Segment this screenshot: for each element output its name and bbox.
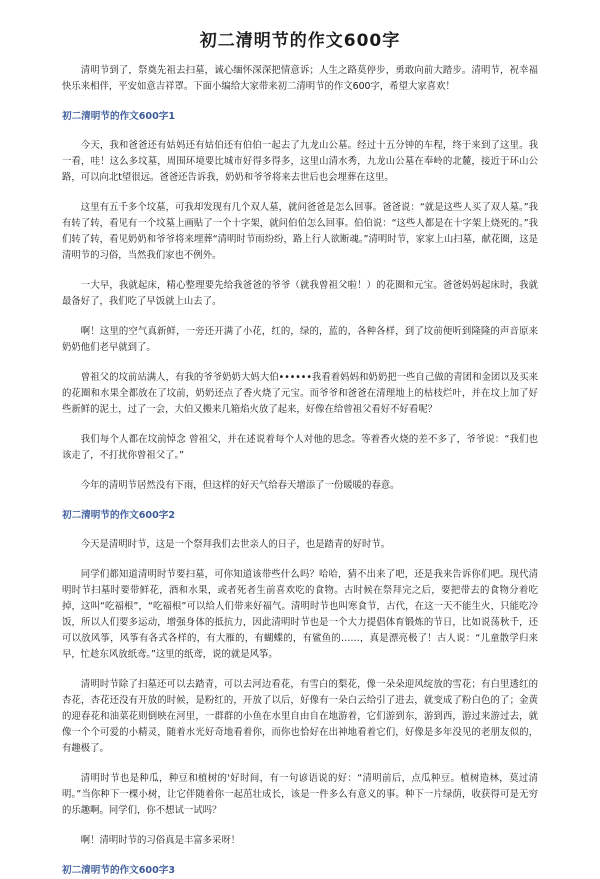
paragraph: 啊！清明时节的习俗真是丰富多采呀！ bbox=[80, 835, 241, 846]
paragraph: 我们每个人都在坟前悼念 曾祖父，并在述说着每个人对他的思念。等着香火烧的差不多了，爷爷说：“我们也该走了，不打扰你曾祖父了。” bbox=[62, 434, 538, 461]
paragraph: 清明时节也是种瓜，种豆和植树的'好时间，有一句谚语说的好：“清明前后，点瓜种豆。植树造林，莫过清明。”当你种下一棵小树，让它伴随着你一起茁壮成长，该是一件多么有意义的事。种下一片绿荫，收获得可是无穷的乐趣啊。同学们，你不想试一试吗？ bbox=[62, 773, 538, 816]
paragraph: 今天是清明时节，这是一个祭拜我们去世亲人的日子，也是踏青的好时节。 bbox=[80, 539, 391, 550]
paragraph: 这里有五千多个坟墓，可我却发现有几个双人墓，就问爸爸是怎么回事。爸爸说：“就是这些人买了双人墓。”我有转了转，看见有一个坟墓上画贴了一个十字架，就问伯伯怎么回事。伯伯说：“这些人都是在十字架上烧死的。”我们转了转，看见奶奶和爷爷将来埋葬“清明时节雨纷纷，路上行人欲断魂。”清明时节，家家上山扫墓，献花圈，这是清明节的习俗，当然我们家也不例外。 bbox=[62, 202, 538, 261]
paragraph: 曾祖父的坟前站满人，有我的爷爷奶奶大妈大伯••••••我看着妈妈和奶奶把一些自己做的青团和金团以及买来的花圈和水果全都放在了坟前，奶奶还点了香火烧了元宝。而爷爷和爸爸在清理地上的枯枝烂叶，并在坟上加了好些新鲜的泥土，过了一会，大伯又搬来几箱焰火放了起来，好像在给曾祖父看好不好看呢？ bbox=[62, 372, 538, 415]
paragraph: 今天，我和爸爸还有姑妈还有姑伯还有伯伯一起去了九龙山公墓。经过十五分钟的车程，终于来到了这里。我一看，哇！这么多坟墓，周围环境要比城市好得多得多，这里山清水秀，九龙山公墓在奉岭的北麓，接近于环山公路，可以向北t望很远。爸爸还告诉我，奶奶和爷爷将来去世后也会埋葬在这里。 bbox=[62, 140, 538, 183]
paragraph: 清明节到了，祭奠先祖去扫墓，诚心缅怀深深把情意诉；人生之路莫停步，勇敢向前大踏步。清明节，祝幸福快乐来相伴，平安如意吉祥罩。下面小编给大家带来初二清明节的作文600字，希望大家喜欢！ bbox=[62, 65, 538, 92]
document-body bbox=[62, 63, 538, 879]
section-heading: 初二清明节的作文600字2 bbox=[62, 510, 176, 521]
paragraph: 啊！这里的空气真新鲜，一旁还开满了小花，红的，绿的，蓝的，各种各样，到了坟前便听到隆隆的声音原来奶奶他们老早就到了。 bbox=[62, 326, 538, 353]
section-heading: 初二清明节的作文600字1 bbox=[62, 111, 176, 122]
paragraph: 同学们都知道清明时节要扫墓，可你知道该带些什么吗？哈哈，猜不出来了吧，还是我来告诉你们吧。现代清明时节扫墓时要带鲜花，酒和水果，或者死者生前喜欢吃的食物。古时候在祭拜完之后，要把带去的食物分着吃掉，这叫“吃福根”，“吃福根”可以给人们带来好福气。清明时节也叫寒食节，古代，在这一天不能生火，只能吃冷饭，所以人们要多运动，增强身体的抵抗力，因此清明时节也是一个大力提倡体育锻炼的节日，比如说荡秋千，还可以放风筝，风筝有各式各样的，有大雁的，有蝴蝶的，有鲨鱼的……，真是漂亮极了！古人说：“儿童散学归来早，忙趁东风放纸鸢。”这里的纸鸢，说的就是风筝。 bbox=[62, 569, 538, 660]
paragraph: 清明时节除了扫墓还可以去踏青，可以去河边看花，有雪白的梨花，像一朵朵迎风绽放的雪花；有白里透红的杏花，杏花还没有开放的时候，是粉红的，开放了以后，好像有一朵白云给引了进去，就变成了粉白色的了；金黄的迎春花和油菜花则倒映在河里，一群群的小鱼在水里自由自在地游着，它们游到东，游到西，游过来游过去，就像一个个可爱的小精灵，随着水光好奇地看着你，而你也恰好在出神地看着它们，好像是多年没见的老朋友似的，有趣极了。 bbox=[62, 679, 538, 754]
section-heading: 初二清明节的作文600字3 bbox=[62, 865, 176, 876]
paragraph: 今年的清明节居然没有下雨，但这样的好天气给春天增添了一份暖暖的春意。 bbox=[80, 480, 400, 491]
paragraph: 一大早，我就起床，精心整理要先给我爸爸的爷爷（就我曾祖父啦！）的花圈和元宝。爸爸妈妈起床时，我就最备好了，我们吃了早饭就上山去了。 bbox=[62, 280, 538, 307]
document-title: 初二清明节的作文600字 bbox=[199, 31, 401, 51]
